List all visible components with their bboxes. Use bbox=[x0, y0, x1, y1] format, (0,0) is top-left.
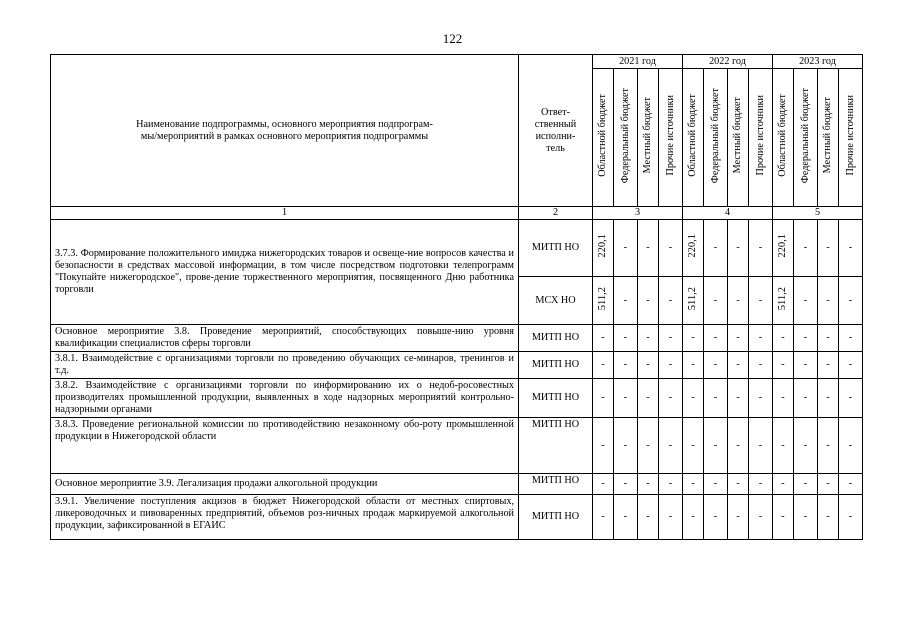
table-row bbox=[51, 495, 863, 540]
header-source-cell bbox=[794, 69, 818, 207]
value-cell: - bbox=[638, 220, 659, 277]
index-cell: 3 bbox=[593, 207, 683, 220]
header-executor-cell bbox=[519, 55, 593, 207]
header-source-label: Федеральный бюджет bbox=[709, 87, 721, 184]
value-cell: - bbox=[794, 277, 818, 325]
row-executor: МИТП НО bbox=[519, 220, 593, 277]
value-cell: - bbox=[794, 418, 818, 474]
value-cell: - bbox=[593, 495, 614, 540]
header-source-cell bbox=[749, 69, 773, 207]
value-cell: - bbox=[818, 277, 839, 325]
value-label: 511,2 bbox=[777, 286, 788, 311]
header-source-label: Федеральный бюджет bbox=[799, 87, 811, 184]
value-cell bbox=[683, 220, 704, 277]
value-cell: - bbox=[659, 474, 683, 495]
value-cell: - bbox=[659, 277, 683, 325]
header-name-cell bbox=[51, 55, 519, 207]
row-executor: МИТП НО bbox=[519, 418, 593, 474]
row-name: 3.7.3. Формирование положительного имиджа нижегородских товаров и освеще-ние вопросов качества и безопасности в средствах массовой информации, в том числе посредством подготовки телепрограмм "Покупайте нижегородское", прове-дение торжественного мероприятия, посвященного Дню работника торговли bbox=[51, 220, 519, 325]
header-source-cell bbox=[704, 69, 728, 207]
value-cell: - bbox=[659, 220, 683, 277]
table-row bbox=[51, 474, 863, 495]
row-name: Основное мероприятие 3.9. Легализация продажи алкогольной продукции bbox=[51, 474, 519, 495]
value-cell: - bbox=[794, 352, 818, 379]
header-source-cell bbox=[773, 69, 794, 207]
value-cell: - bbox=[794, 474, 818, 495]
value-label: 511,2 bbox=[597, 286, 608, 311]
header-source-label: Местный бюджет bbox=[822, 97, 833, 174]
value-cell: - bbox=[659, 418, 683, 474]
value-cell: - bbox=[839, 220, 863, 277]
value-cell: - bbox=[839, 325, 863, 352]
row-executor: МИТП НО bbox=[519, 352, 593, 379]
value-cell: - bbox=[593, 379, 614, 418]
index-cell: 5 bbox=[773, 207, 863, 220]
table-row bbox=[51, 352, 863, 379]
value-cell: - bbox=[749, 277, 773, 325]
value-cell: - bbox=[659, 379, 683, 418]
value-cell: - bbox=[839, 277, 863, 325]
table-row bbox=[51, 379, 863, 418]
header-source-label: Прочие источники bbox=[754, 95, 766, 176]
value-cell: - bbox=[683, 474, 704, 495]
header-source-label: Местный бюджет bbox=[732, 97, 743, 174]
value-cell: - bbox=[794, 220, 818, 277]
value-cell: - bbox=[704, 379, 728, 418]
value-cell: - bbox=[614, 418, 638, 474]
value-cell: - bbox=[704, 325, 728, 352]
value-cell: - bbox=[593, 352, 614, 379]
value-cell: - bbox=[614, 352, 638, 379]
header-source-cell bbox=[839, 69, 863, 207]
index-cell: 4 bbox=[683, 207, 773, 220]
value-cell bbox=[593, 277, 614, 325]
row-executor: МИТП НО bbox=[519, 474, 593, 495]
row-executor: МИТП НО bbox=[519, 325, 593, 352]
value-cell: - bbox=[704, 220, 728, 277]
header-executor-line: тель bbox=[546, 142, 565, 154]
value-cell: - bbox=[794, 325, 818, 352]
value-cell: - bbox=[728, 474, 749, 495]
value-cell: - bbox=[818, 325, 839, 352]
row-name: 3.8.1. Взаимодействие с организациями торговли по проведению обучающих се-минаров, тренингов и т.д. bbox=[51, 352, 519, 379]
year-2023: 2023 год bbox=[773, 55, 863, 69]
budget-table bbox=[50, 54, 863, 540]
row-name: 3.8.3. Проведение региональной комиссии по противодействию незаконному обо-роту промышленной продукции в Нижегородской области bbox=[51, 418, 519, 474]
value-cell: - bbox=[818, 474, 839, 495]
value-cell: - bbox=[683, 418, 704, 474]
value-cell: - bbox=[749, 325, 773, 352]
header-source-label: Областной бюджет bbox=[777, 94, 788, 177]
value-label: 220,1 bbox=[687, 234, 698, 258]
value-cell: - bbox=[773, 495, 794, 540]
value-cell: - bbox=[638, 379, 659, 418]
value-cell: - bbox=[683, 352, 704, 379]
value-cell: - bbox=[728, 325, 749, 352]
value-cell: - bbox=[728, 495, 749, 540]
value-cell: - bbox=[794, 379, 818, 418]
index-cell: 2 bbox=[519, 207, 593, 220]
value-cell: - bbox=[704, 495, 728, 540]
value-cell: - bbox=[749, 379, 773, 418]
header-executor-line: ственный bbox=[534, 118, 577, 130]
value-cell: - bbox=[704, 352, 728, 379]
table-row bbox=[51, 418, 863, 474]
value-cell: - bbox=[773, 379, 794, 418]
value-cell: - bbox=[593, 474, 614, 495]
value-cell: - bbox=[839, 495, 863, 540]
year-2022: 2022 год bbox=[683, 55, 773, 69]
value-cell: - bbox=[818, 352, 839, 379]
value-cell bbox=[773, 277, 794, 325]
row-name: 3.9.1. Увеличение поступления акцизов в бюджет Нижегородской области от местных спиртовых, ликероводочных и пивоваренных предприятий, объемов роз-ничных продаж маркируемой алкогольной продукции, зафиксированной в ЕГАИС bbox=[51, 495, 519, 540]
value-cell bbox=[773, 220, 794, 277]
value-cell: - bbox=[839, 379, 863, 418]
value-cell: - bbox=[704, 418, 728, 474]
header-executor-line: исполни- bbox=[535, 130, 576, 142]
value-cell: - bbox=[704, 277, 728, 325]
row-executor: МСХ НО bbox=[519, 277, 593, 325]
value-cell: - bbox=[818, 495, 839, 540]
value-cell: - bbox=[749, 352, 773, 379]
header-source-label: Местный бюджет bbox=[642, 97, 653, 174]
header-source-label: Областной бюджет bbox=[597, 94, 608, 177]
year-2021: 2021 год bbox=[593, 55, 683, 69]
value-cell: - bbox=[593, 325, 614, 352]
value-cell: - bbox=[614, 495, 638, 540]
row-executor: МИТП НО bbox=[519, 379, 593, 418]
value-cell: - bbox=[593, 418, 614, 474]
header-source-label: Прочие источники bbox=[664, 95, 676, 176]
value-cell: - bbox=[659, 352, 683, 379]
value-cell: - bbox=[773, 418, 794, 474]
value-cell: - bbox=[794, 495, 818, 540]
table-row bbox=[51, 325, 863, 352]
value-cell: - bbox=[749, 474, 773, 495]
header-name-line: мы/мероприятий в рамках основного мероприятия подпрограммы bbox=[140, 130, 429, 142]
value-cell: - bbox=[749, 495, 773, 540]
value-cell: - bbox=[773, 474, 794, 495]
header-name-line: Наименование подпрограммы, основного мероприятия подпрограм- bbox=[136, 118, 433, 130]
value-cell: - bbox=[638, 277, 659, 325]
header-source-cell bbox=[614, 69, 638, 207]
header-executor-line: Ответ- bbox=[541, 106, 570, 118]
value-cell: - bbox=[683, 325, 704, 352]
header-source-cell bbox=[659, 69, 683, 207]
value-cell: - bbox=[818, 418, 839, 474]
value-cell: - bbox=[839, 418, 863, 474]
value-cell: - bbox=[614, 379, 638, 418]
value-cell bbox=[593, 220, 614, 277]
value-cell: - bbox=[728, 352, 749, 379]
row-name: 3.8.2. Взаимодействие с организациями торговли по информированию их о недоб-росовестных производителях промышленной продукции, выявленных в ходе надзорных мероприятий контрольно-надзорными органами bbox=[51, 379, 519, 418]
value-cell: - bbox=[773, 325, 794, 352]
value-cell: - bbox=[638, 474, 659, 495]
value-cell: - bbox=[839, 352, 863, 379]
value-cell: - bbox=[638, 495, 659, 540]
value-cell: - bbox=[614, 220, 638, 277]
row-executor: МИТП НО bbox=[519, 495, 593, 540]
header-source-label: Федеральный бюджет bbox=[619, 87, 631, 184]
page-number: 122 bbox=[442, 31, 463, 46]
header-source-label: Областной бюджет bbox=[687, 94, 698, 177]
header-source-cell bbox=[728, 69, 749, 207]
value-cell: - bbox=[614, 325, 638, 352]
value-cell: - bbox=[728, 277, 749, 325]
value-cell: - bbox=[659, 495, 683, 540]
value-cell bbox=[683, 277, 704, 325]
value-label: 220,1 bbox=[777, 234, 788, 258]
value-cell: - bbox=[659, 325, 683, 352]
header-source-label: Прочие источники bbox=[844, 95, 856, 176]
table-row bbox=[51, 220, 863, 277]
value-cell: - bbox=[638, 352, 659, 379]
value-cell: - bbox=[638, 325, 659, 352]
value-label: 220,1 bbox=[597, 234, 608, 258]
value-cell: - bbox=[683, 379, 704, 418]
value-cell: - bbox=[683, 495, 704, 540]
header-source-cell bbox=[638, 69, 659, 207]
header-source-cell bbox=[593, 69, 614, 207]
value-cell: - bbox=[749, 220, 773, 277]
value-cell: - bbox=[728, 379, 749, 418]
value-cell: - bbox=[818, 220, 839, 277]
value-cell: - bbox=[773, 352, 794, 379]
header-source-cell bbox=[683, 69, 704, 207]
value-cell: - bbox=[839, 474, 863, 495]
index-cell: 1 bbox=[51, 207, 519, 220]
value-cell: - bbox=[704, 474, 728, 495]
row-name: Основное мероприятие 3.8. Проведение мероприятий, способствующих повыше-нию уровня квалификации специалистов сферы торговли bbox=[51, 325, 519, 352]
value-cell: - bbox=[728, 220, 749, 277]
value-cell: - bbox=[614, 474, 638, 495]
value-cell: - bbox=[728, 418, 749, 474]
value-cell: - bbox=[638, 418, 659, 474]
value-label: 511,2 bbox=[687, 286, 698, 311]
header-source-cell bbox=[818, 69, 839, 207]
value-cell: - bbox=[614, 277, 638, 325]
value-cell: - bbox=[749, 418, 773, 474]
value-cell: - bbox=[818, 379, 839, 418]
